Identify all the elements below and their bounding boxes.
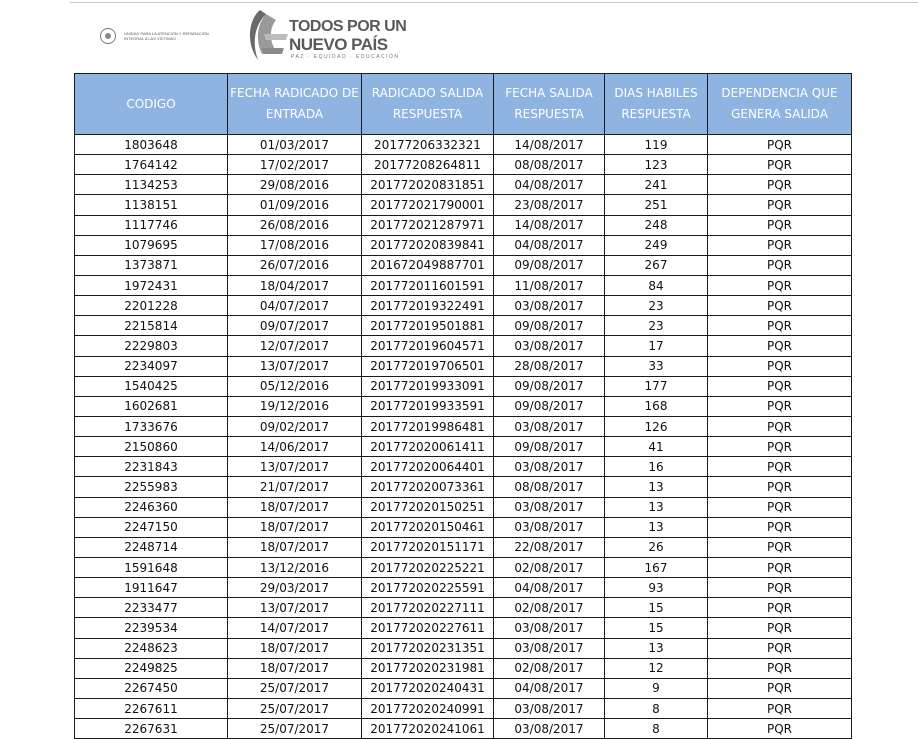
cell-codigo: 2267450: [75, 678, 228, 698]
cell-radicado-salida: 201772019501881: [362, 316, 494, 336]
logo-line-1: TODOS POR UN: [289, 18, 407, 35]
cell-fecha-radicado: 18/07/2017: [228, 517, 362, 537]
cell-dias-habiles: 33: [605, 356, 708, 376]
cell-fecha-radicado: 18/07/2017: [228, 638, 362, 658]
cell-radicado-salida: 201772020231981: [362, 658, 494, 678]
cell-dias-habiles: 249: [605, 235, 708, 255]
cell-radicado-salida: 201772021287971: [362, 215, 494, 235]
cell-fecha-salida: 03/08/2017: [494, 698, 605, 718]
cell-codigo: 1764142: [75, 155, 228, 175]
cell-dependencia: PQR: [708, 255, 852, 275]
cell-dias-habiles: 13: [605, 638, 708, 658]
table-row: [75, 296, 852, 316]
table-row: [75, 135, 852, 155]
cell-dependencia: PQR: [708, 396, 852, 416]
table-header-row: [75, 74, 852, 135]
cell-fecha-salida: 28/08/2017: [494, 356, 605, 376]
cell-radicado-salida: 201772020150461: [362, 517, 494, 537]
cell-fecha-salida: 03/08/2017: [494, 457, 605, 477]
cell-radicado-salida: 201772020150251: [362, 497, 494, 517]
cell-fecha-radicado: 17/08/2016: [228, 235, 362, 255]
cell-radicado-salida: 201772020151171: [362, 537, 494, 557]
cell-codigo: 2215814: [75, 316, 228, 336]
cell-fecha-salida: 14/08/2017: [494, 135, 605, 155]
cell-dias-habiles: 26: [605, 537, 708, 557]
cell-codigo: 1972431: [75, 275, 228, 295]
cell-fecha-salida: 03/08/2017: [494, 638, 605, 658]
cell-radicado-salida: 20177206332321: [362, 135, 494, 155]
responses-table: [74, 73, 852, 739]
table-row: [75, 557, 852, 577]
cell-fecha-radicado: 18/07/2017: [228, 658, 362, 678]
cell-codigo: 2229803: [75, 336, 228, 356]
cell-fecha-salida: 02/08/2017: [494, 658, 605, 678]
table-row: [75, 275, 852, 295]
table-row: [75, 316, 852, 336]
cell-dependencia: PQR: [708, 316, 852, 336]
table-row: [75, 638, 852, 658]
cell-fecha-radicado: 18/07/2017: [228, 537, 362, 557]
cell-dependencia: PQR: [708, 457, 852, 477]
cell-radicado-salida: 201772020227111: [362, 598, 494, 618]
cell-dependencia: PQR: [708, 517, 852, 537]
cell-fecha-salida: 03/08/2017: [494, 618, 605, 638]
table-row: [75, 155, 852, 175]
cell-dependencia: PQR: [708, 135, 852, 155]
page-top-border: [70, 2, 918, 3]
cell-dias-habiles: 13: [605, 517, 708, 537]
cell-fecha-radicado: 26/07/2016: [228, 255, 362, 275]
cell-fecha-radicado: 13/07/2017: [228, 457, 362, 477]
cell-fecha-radicado: 04/07/2017: [228, 296, 362, 316]
table-row: [75, 235, 852, 255]
table-row: [75, 477, 852, 497]
victims-unit-logo: [80, 20, 228, 52]
cell-dias-habiles: 126: [605, 416, 708, 436]
cell-codigo: 2248623: [75, 638, 228, 658]
cell-fecha-radicado: 01/09/2016: [228, 195, 362, 215]
cell-codigo: 1079695: [75, 235, 228, 255]
cell-dias-habiles: 12: [605, 658, 708, 678]
cell-dependencia: PQR: [708, 678, 852, 698]
cell-fecha-radicado: 29/08/2016: [228, 175, 362, 195]
cell-dias-habiles: 248: [605, 215, 708, 235]
cell-fecha-radicado: 25/07/2017: [228, 698, 362, 718]
table-row: [75, 497, 852, 517]
table-row: [75, 376, 852, 396]
table-row: [75, 437, 852, 457]
cell-fecha-salida: 03/08/2017: [494, 336, 605, 356]
cell-dias-habiles: 93: [605, 578, 708, 598]
cell-fecha-radicado: 14/06/2017: [228, 437, 362, 457]
table-row: [75, 719, 852, 739]
cell-radicado-salida: 201772019933591: [362, 396, 494, 416]
cell-fecha-salida: 11/08/2017: [494, 275, 605, 295]
cell-fecha-radicado: 09/02/2017: [228, 416, 362, 436]
table-row: [75, 537, 852, 557]
cell-fecha-radicado: 17/02/2017: [228, 155, 362, 175]
cell-radicado-salida: 201772020061411: [362, 437, 494, 457]
cell-fecha-salida: 09/08/2017: [494, 316, 605, 336]
cell-radicado-salida: 20177208264811: [362, 155, 494, 175]
cell-fecha-salida: 09/08/2017: [494, 376, 605, 396]
cell-dias-habiles: 17: [605, 336, 708, 356]
cell-dias-habiles: 167: [605, 557, 708, 577]
cell-codigo: 2249825: [75, 658, 228, 678]
cell-fecha-radicado: 19/12/2016: [228, 396, 362, 416]
cell-dias-habiles: 41: [605, 437, 708, 457]
cell-dependencia: PQR: [708, 578, 852, 598]
table-row: [75, 658, 852, 678]
column-header-radicado-salida: RADICADO SALIDA RESPUESTA: [362, 74, 494, 135]
cell-codigo: 1373871: [75, 255, 228, 275]
cell-radicado-salida: 201772020073361: [362, 477, 494, 497]
cell-fecha-radicado: 25/07/2017: [228, 719, 362, 739]
cell-codigo: 2201228: [75, 296, 228, 316]
cell-radicado-salida: 201672049887701: [362, 255, 494, 275]
cell-dependencia: PQR: [708, 155, 852, 175]
column-header-codigo: CODIGO: [75, 74, 228, 135]
cell-dias-habiles: 168: [605, 396, 708, 416]
cell-dias-habiles: 241: [605, 175, 708, 195]
cell-dias-habiles: 16: [605, 457, 708, 477]
cell-dias-habiles: 267: [605, 255, 708, 275]
cell-dependencia: PQR: [708, 719, 852, 739]
column-header-fecha-radicado: FECHA RADICADO DE ENTRADA: [228, 74, 362, 135]
todos-por-un-nuevo-pais-logo: [244, 6, 407, 66]
cell-radicado-salida: 201772020831851: [362, 175, 494, 195]
cell-fecha-salida: 09/08/2017: [494, 396, 605, 416]
cell-fecha-salida: 04/08/2017: [494, 678, 605, 698]
cell-fecha-salida: 03/08/2017: [494, 517, 605, 537]
cell-fecha-radicado: 13/07/2017: [228, 356, 362, 376]
cell-dependencia: PQR: [708, 195, 852, 215]
cell-codigo: 2247150: [75, 517, 228, 537]
cell-fecha-salida: 03/08/2017: [494, 416, 605, 436]
column-header-fecha-salida: FECHA SALIDA RESPUESTA: [494, 74, 605, 135]
cell-dependencia: PQR: [708, 175, 852, 195]
cell-codigo: 1602681: [75, 396, 228, 416]
cell-fecha-radicado: 21/07/2017: [228, 477, 362, 497]
table-row: [75, 255, 852, 275]
cell-codigo: 1591648: [75, 557, 228, 577]
cell-codigo: 2150860: [75, 437, 228, 457]
cell-fecha-salida: 09/08/2017: [494, 255, 605, 275]
cell-codigo: 2255983: [75, 477, 228, 497]
table-row: [75, 195, 852, 215]
cell-radicado-salida: 201772020839841: [362, 235, 494, 255]
cell-fecha-salida: 09/08/2017: [494, 437, 605, 457]
cell-dias-habiles: 9: [605, 678, 708, 698]
cell-dependencia: PQR: [708, 416, 852, 436]
cell-radicado-salida: 201772020225591: [362, 578, 494, 598]
cell-codigo: 1540425: [75, 376, 228, 396]
cell-fecha-salida: 22/08/2017: [494, 537, 605, 557]
cell-fecha-salida: 08/08/2017: [494, 155, 605, 175]
cell-dependencia: PQR: [708, 376, 852, 396]
cell-codigo: 2267631: [75, 719, 228, 739]
cell-fecha-radicado: 12/07/2017: [228, 336, 362, 356]
column-header-dias-habiles: DIAS HABILES RESPUESTA: [605, 74, 708, 135]
cell-dependencia: PQR: [708, 215, 852, 235]
cell-fecha-salida: 04/08/2017: [494, 578, 605, 598]
logo-line-2: NUEVO PAÍS: [289, 35, 388, 54]
cell-radicado-salida: 201772020227611: [362, 618, 494, 638]
table-row: [75, 396, 852, 416]
table-row: [75, 618, 852, 638]
cell-dependencia: PQR: [708, 235, 852, 255]
cell-dependencia: PQR: [708, 698, 852, 718]
cell-fecha-radicado: 18/04/2017: [228, 275, 362, 295]
cell-codigo: 1911647: [75, 578, 228, 598]
cell-dependencia: PQR: [708, 296, 852, 316]
cell-dias-habiles: 23: [605, 316, 708, 336]
cell-fecha-salida: 03/08/2017: [494, 296, 605, 316]
cell-fecha-radicado: 05/12/2016: [228, 376, 362, 396]
cell-dias-habiles: 15: [605, 598, 708, 618]
cell-dependencia: PQR: [708, 638, 852, 658]
cell-dias-habiles: 177: [605, 376, 708, 396]
cell-dependencia: PQR: [708, 557, 852, 577]
cell-fecha-radicado: 29/03/2017: [228, 578, 362, 598]
victims-unit-logo-text: UNIDAD PARA LA ATENCIÓN Y REPARACIÓN INTEGRAL A LAS VÍCTIMAS: [124, 31, 209, 41]
cell-dependencia: PQR: [708, 336, 852, 356]
table-body: [75, 135, 852, 739]
cell-fecha-radicado: 13/12/2016: [228, 557, 362, 577]
cell-radicado-salida: 201772020240991: [362, 698, 494, 718]
cell-dependencia: PQR: [708, 356, 852, 376]
cell-dias-habiles: 84: [605, 275, 708, 295]
cell-codigo: 1733676: [75, 416, 228, 436]
cell-radicado-salida: 201772019986481: [362, 416, 494, 436]
table-row: [75, 175, 852, 195]
cell-dependencia: PQR: [708, 537, 852, 557]
cell-radicado-salida: 201772019322491: [362, 296, 494, 316]
cell-dias-habiles: 251: [605, 195, 708, 215]
cell-dias-habiles: 8: [605, 698, 708, 718]
cell-radicado-salida: 201772019604571: [362, 336, 494, 356]
cell-codigo: 2234097: [75, 356, 228, 376]
cell-dependencia: PQR: [708, 275, 852, 295]
cell-dependencia: PQR: [708, 437, 852, 457]
column-header-dependencia: DEPENDENCIA QUE GENERA SALIDA: [708, 74, 852, 135]
cell-radicado-salida: 201772020225221: [362, 557, 494, 577]
cell-fecha-salida: 23/08/2017: [494, 195, 605, 215]
cell-dias-habiles: 119: [605, 135, 708, 155]
cell-dependencia: PQR: [708, 598, 852, 618]
table-row: [75, 215, 852, 235]
cell-radicado-salida: 201772020241061: [362, 719, 494, 739]
cell-dias-habiles: 13: [605, 477, 708, 497]
cell-dependencia: PQR: [708, 658, 852, 678]
cell-codigo: 1803648: [75, 135, 228, 155]
cell-dias-habiles: 13: [605, 497, 708, 517]
cell-fecha-salida: 14/08/2017: [494, 215, 605, 235]
cell-fecha-salida: 03/08/2017: [494, 719, 605, 739]
cell-dependencia: PQR: [708, 497, 852, 517]
cell-fecha-salida: 04/08/2017: [494, 235, 605, 255]
cell-fecha-salida: 03/08/2017: [494, 497, 605, 517]
cell-codigo: 2248714: [75, 537, 228, 557]
cell-codigo: 2246360: [75, 497, 228, 517]
flag-swoosh-icon: [244, 6, 292, 66]
cell-codigo: 1138151: [75, 195, 228, 215]
cell-fecha-radicado: 14/07/2017: [228, 618, 362, 638]
table-row: [75, 457, 852, 477]
cell-dias-habiles: 15: [605, 618, 708, 638]
cell-dias-habiles: 23: [605, 296, 708, 316]
cell-codigo: 1117746: [75, 215, 228, 235]
table-row: [75, 416, 852, 436]
cell-codigo: 1134253: [75, 175, 228, 195]
cell-fecha-radicado: 18/07/2017: [228, 497, 362, 517]
cell-fecha-radicado: 09/07/2017: [228, 316, 362, 336]
table-row: [75, 598, 852, 618]
table-row: [75, 356, 852, 376]
cell-radicado-salida: 201772020231351: [362, 638, 494, 658]
cell-radicado-salida: 201772011601591: [362, 275, 494, 295]
logo-slogan: PAZ · EQUIDAD · EDUCACIÓN: [291, 54, 400, 60]
table-row: [75, 678, 852, 698]
table-row: [75, 578, 852, 598]
cell-fecha-radicado: 26/08/2016: [228, 215, 362, 235]
cell-fecha-radicado: 25/07/2017: [228, 678, 362, 698]
cell-codigo: 2231843: [75, 457, 228, 477]
cell-dependencia: PQR: [708, 618, 852, 638]
cell-radicado-salida: 201772021790001: [362, 195, 494, 215]
cell-fecha-salida: 04/08/2017: [494, 175, 605, 195]
cell-codigo: 2233477: [75, 598, 228, 618]
cell-fecha-salida: 08/08/2017: [494, 477, 605, 497]
cell-fecha-radicado: 01/03/2017: [228, 135, 362, 155]
table-row: [75, 698, 852, 718]
cell-radicado-salida: 201772019706501: [362, 356, 494, 376]
cell-fecha-radicado: 13/07/2017: [228, 598, 362, 618]
cell-dependencia: PQR: [708, 477, 852, 497]
cell-codigo: 2267611: [75, 698, 228, 718]
cell-fecha-salida: 02/08/2017: [494, 557, 605, 577]
cell-dias-habiles: 123: [605, 155, 708, 175]
cell-radicado-salida: 201772019933091: [362, 376, 494, 396]
table-row: [75, 336, 852, 356]
cell-dias-habiles: 8: [605, 719, 708, 739]
cell-radicado-salida: 201772020240431: [362, 678, 494, 698]
cell-codigo: 2239534: [75, 618, 228, 638]
cell-radicado-salida: 201772020064401: [362, 457, 494, 477]
coat-of-arms-icon: [100, 28, 116, 44]
table-row: [75, 517, 852, 537]
cell-fecha-salida: 02/08/2017: [494, 598, 605, 618]
